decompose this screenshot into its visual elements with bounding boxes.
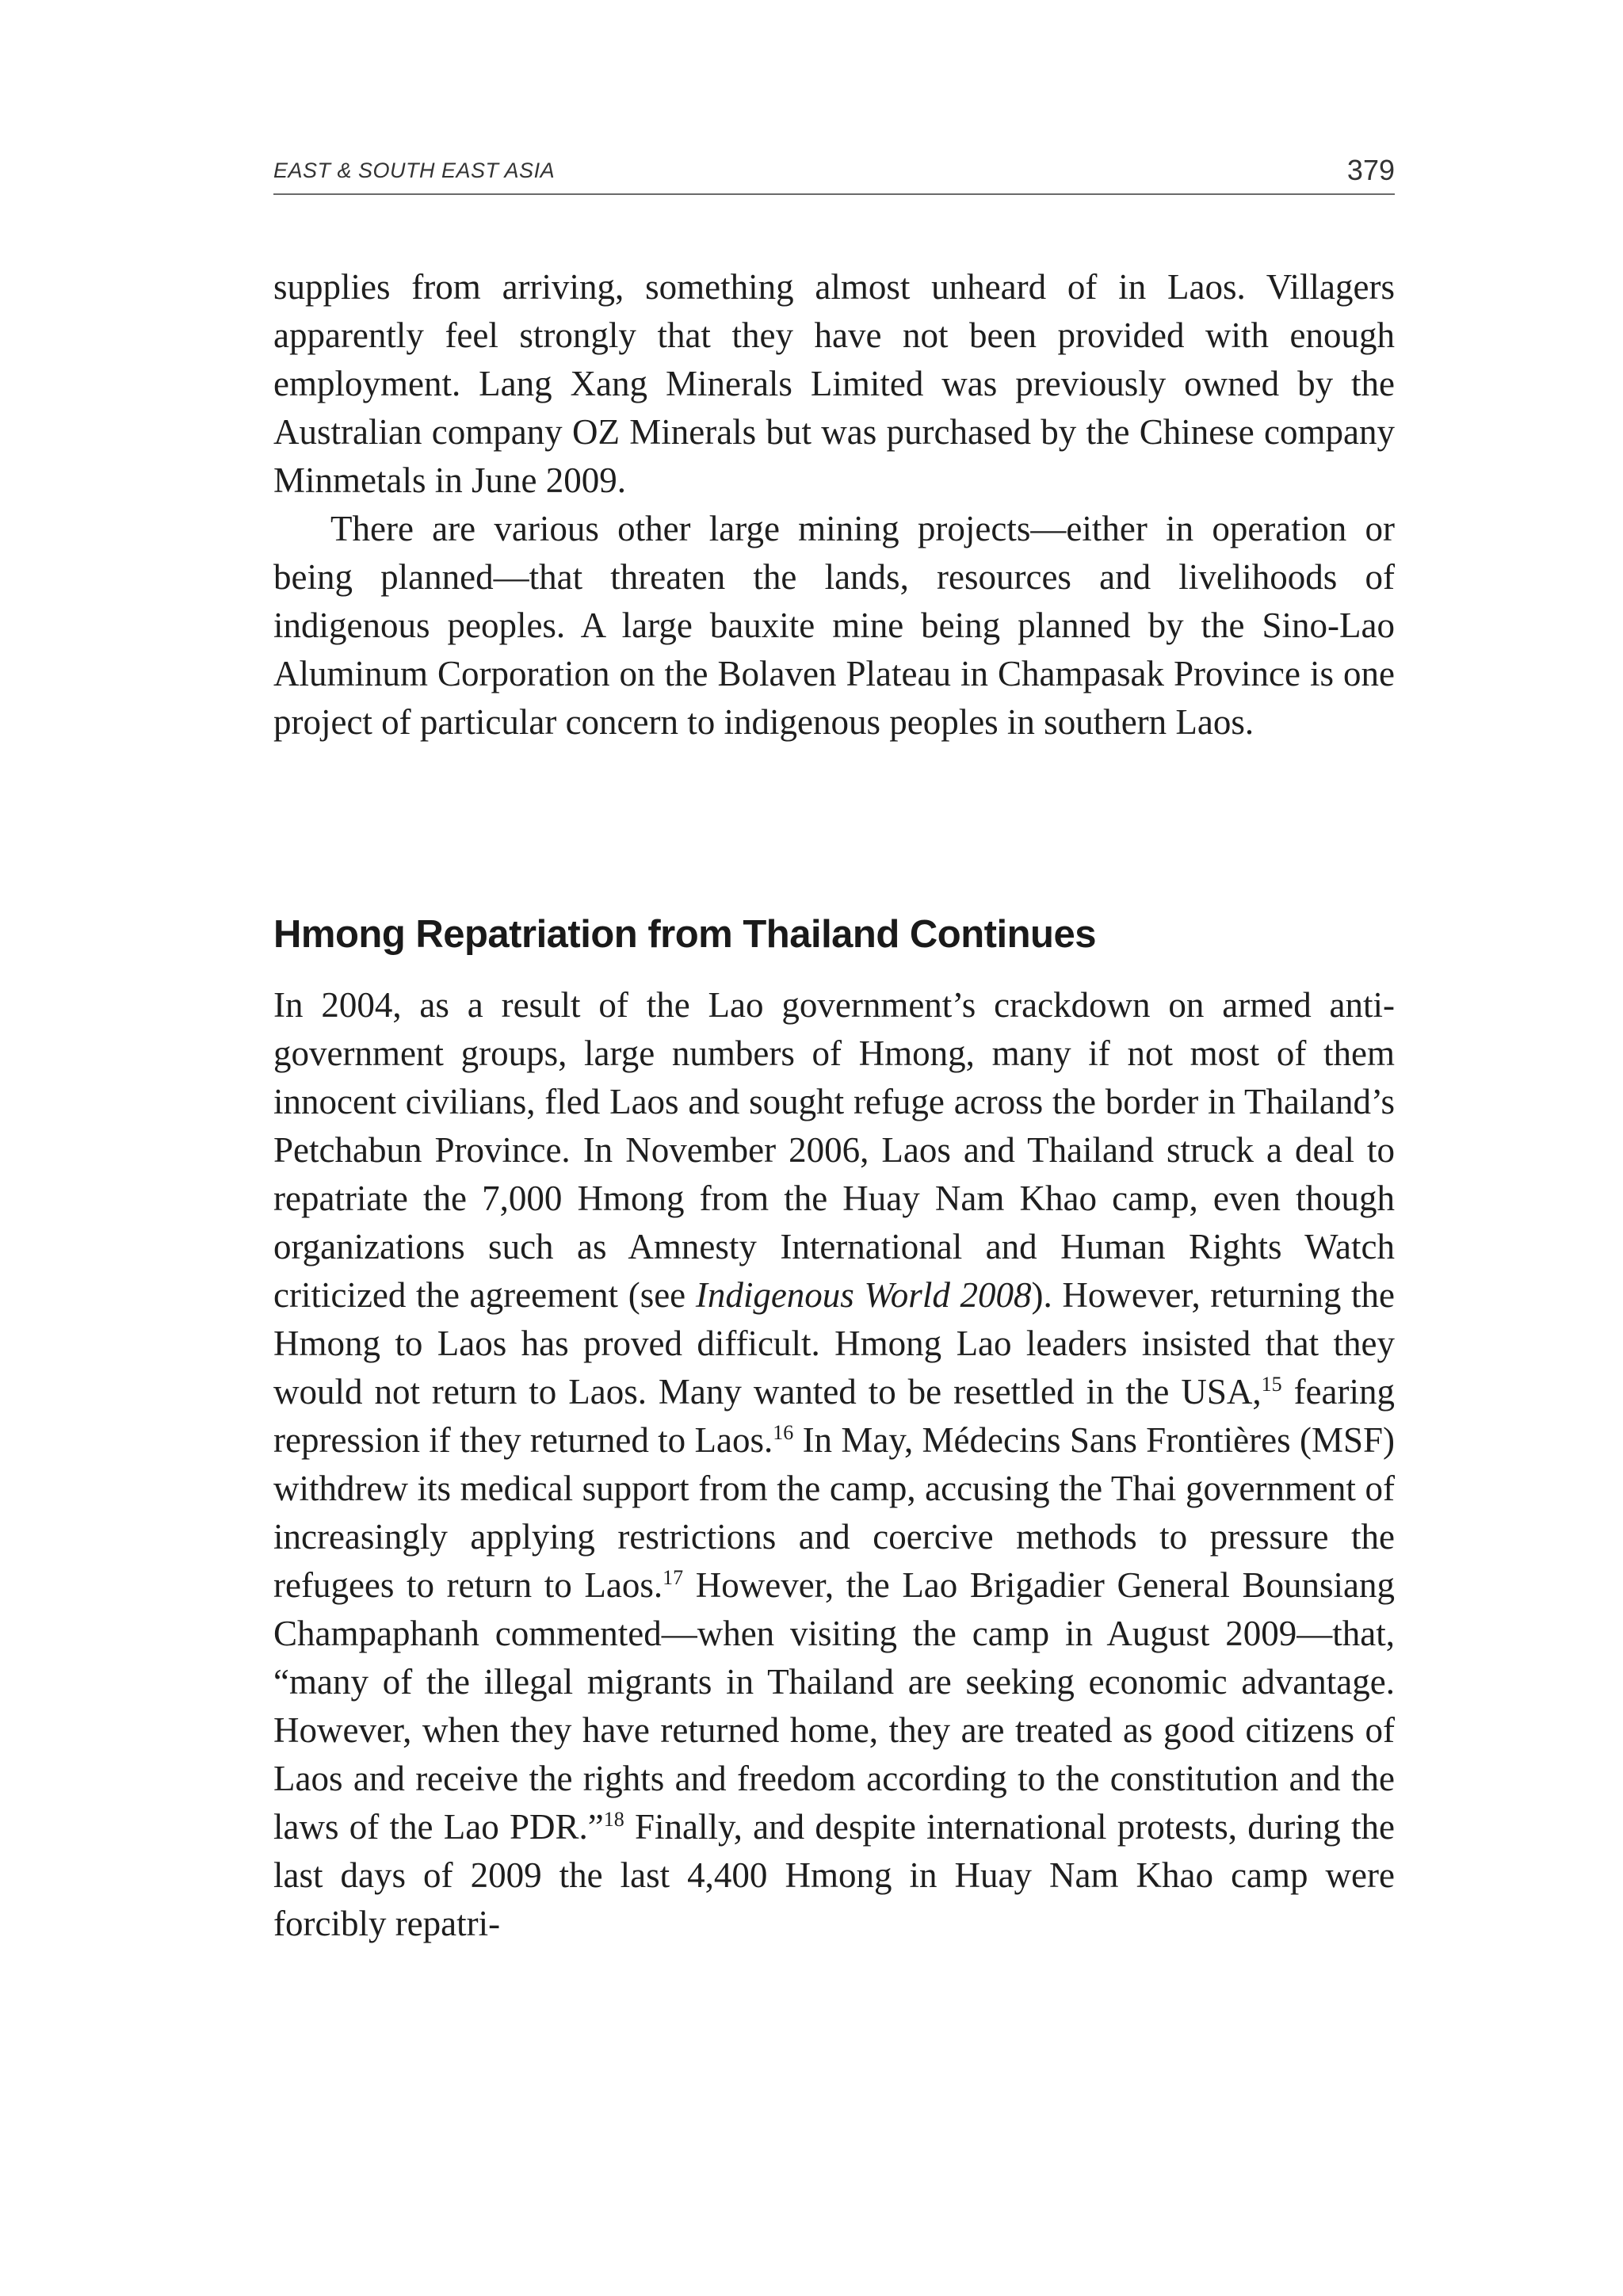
body-section-mining <box>273 263 1395 747</box>
publication-title: Indigenous World 2008 <box>695 1275 1032 1315</box>
text-segment: Finally, and despite international protests, during the last days of 2009 the last 4,400 Hmong in Huay Nam Khao camp were forcibly repatri- <box>273 1807 1396 1943</box>
running-title: EAST & SOUTH EAST ASIA <box>273 159 556 182</box>
page-number: 379 <box>1346 154 1395 186</box>
paragraph-mining-continued: supplies from arriving, something almost unheard of in Laos. Villagers apparently feel strongly that they have not been provided with enough employment. Lang Xang Minerals Limited was previously owned by the Australian company OZ Minerals but was purchased by the Chinese company Minmetals in June 2009. <box>273 267 1395 500</box>
running-header <box>273 154 1395 195</box>
footnote-ref-17[interactable]: 17 <box>663 1566 684 1589</box>
body-section-hmong <box>273 981 1395 1948</box>
text-segment: In 2004, as a result of the Lao government’s crackdown on armed anti-government groups, large numbers of Hmong, many if not most of them innocent civilians, fled Laos and sought refuge across the border in Thailand’s Petchabun Province. In November 2006, Laos and Thailand struck a deal to repatriate the 7,000 Hmong from the Huay Nam Khao camp, even though organizations such as Amnesty International and Human Rights Watch criticized the agreement (see <box>273 985 1395 1315</box>
text-segment: In May, Médecins Sans Frontières (MSF) withdrew its medical support from the camp, accusing the Thai government of increasingly applying restrictions and coercive methods to pressure the refugees to return to Laos. <box>273 1420 1395 1605</box>
paragraph-mining-projects: There are various other large mining projects—either in operation or being planned—that threaten the lands, resources and livelihoods of indigenous peoples. A large bauxite mine being planned by the Sino-Lao Aluminum Corporation on the Bolaven Plateau in Champasak Province is one project of particular concern to indigenous peoples in southern Laos. <box>273 509 1395 742</box>
footnote-ref-16[interactable]: 16 <box>773 1421 794 1444</box>
text-segment: However, the Lao Brigadier General Bounsiang Champaphanh commented—when visiting the camp in August 2009—that, “many of the illegal migrants in Thailand are seeking economic advantage. However, when they have returned home, they are treated as good citizens of Laos and receive the rights and freedom according to the constitution and the laws of the Lao PDR.” <box>273 1565 1396 1847</box>
footnote-ref-18[interactable]: 18 <box>603 1808 624 1831</box>
footnote-ref-15[interactable]: 15 <box>1261 1373 1282 1396</box>
paragraph-hmong-repatriation <box>273 981 1395 1948</box>
text-segment: ). However, returning the Hmong to Laos has proved difficult. Hmong Lao leaders insisted that they would not return to Laos. Many wanted to be resettled in the USA, <box>273 1275 1395 1412</box>
section-heading: Hmong Repatriation from Thailand Continues <box>273 912 1096 956</box>
text-segment: fearing repression if they returned to Laos. <box>273 1372 1395 1460</box>
